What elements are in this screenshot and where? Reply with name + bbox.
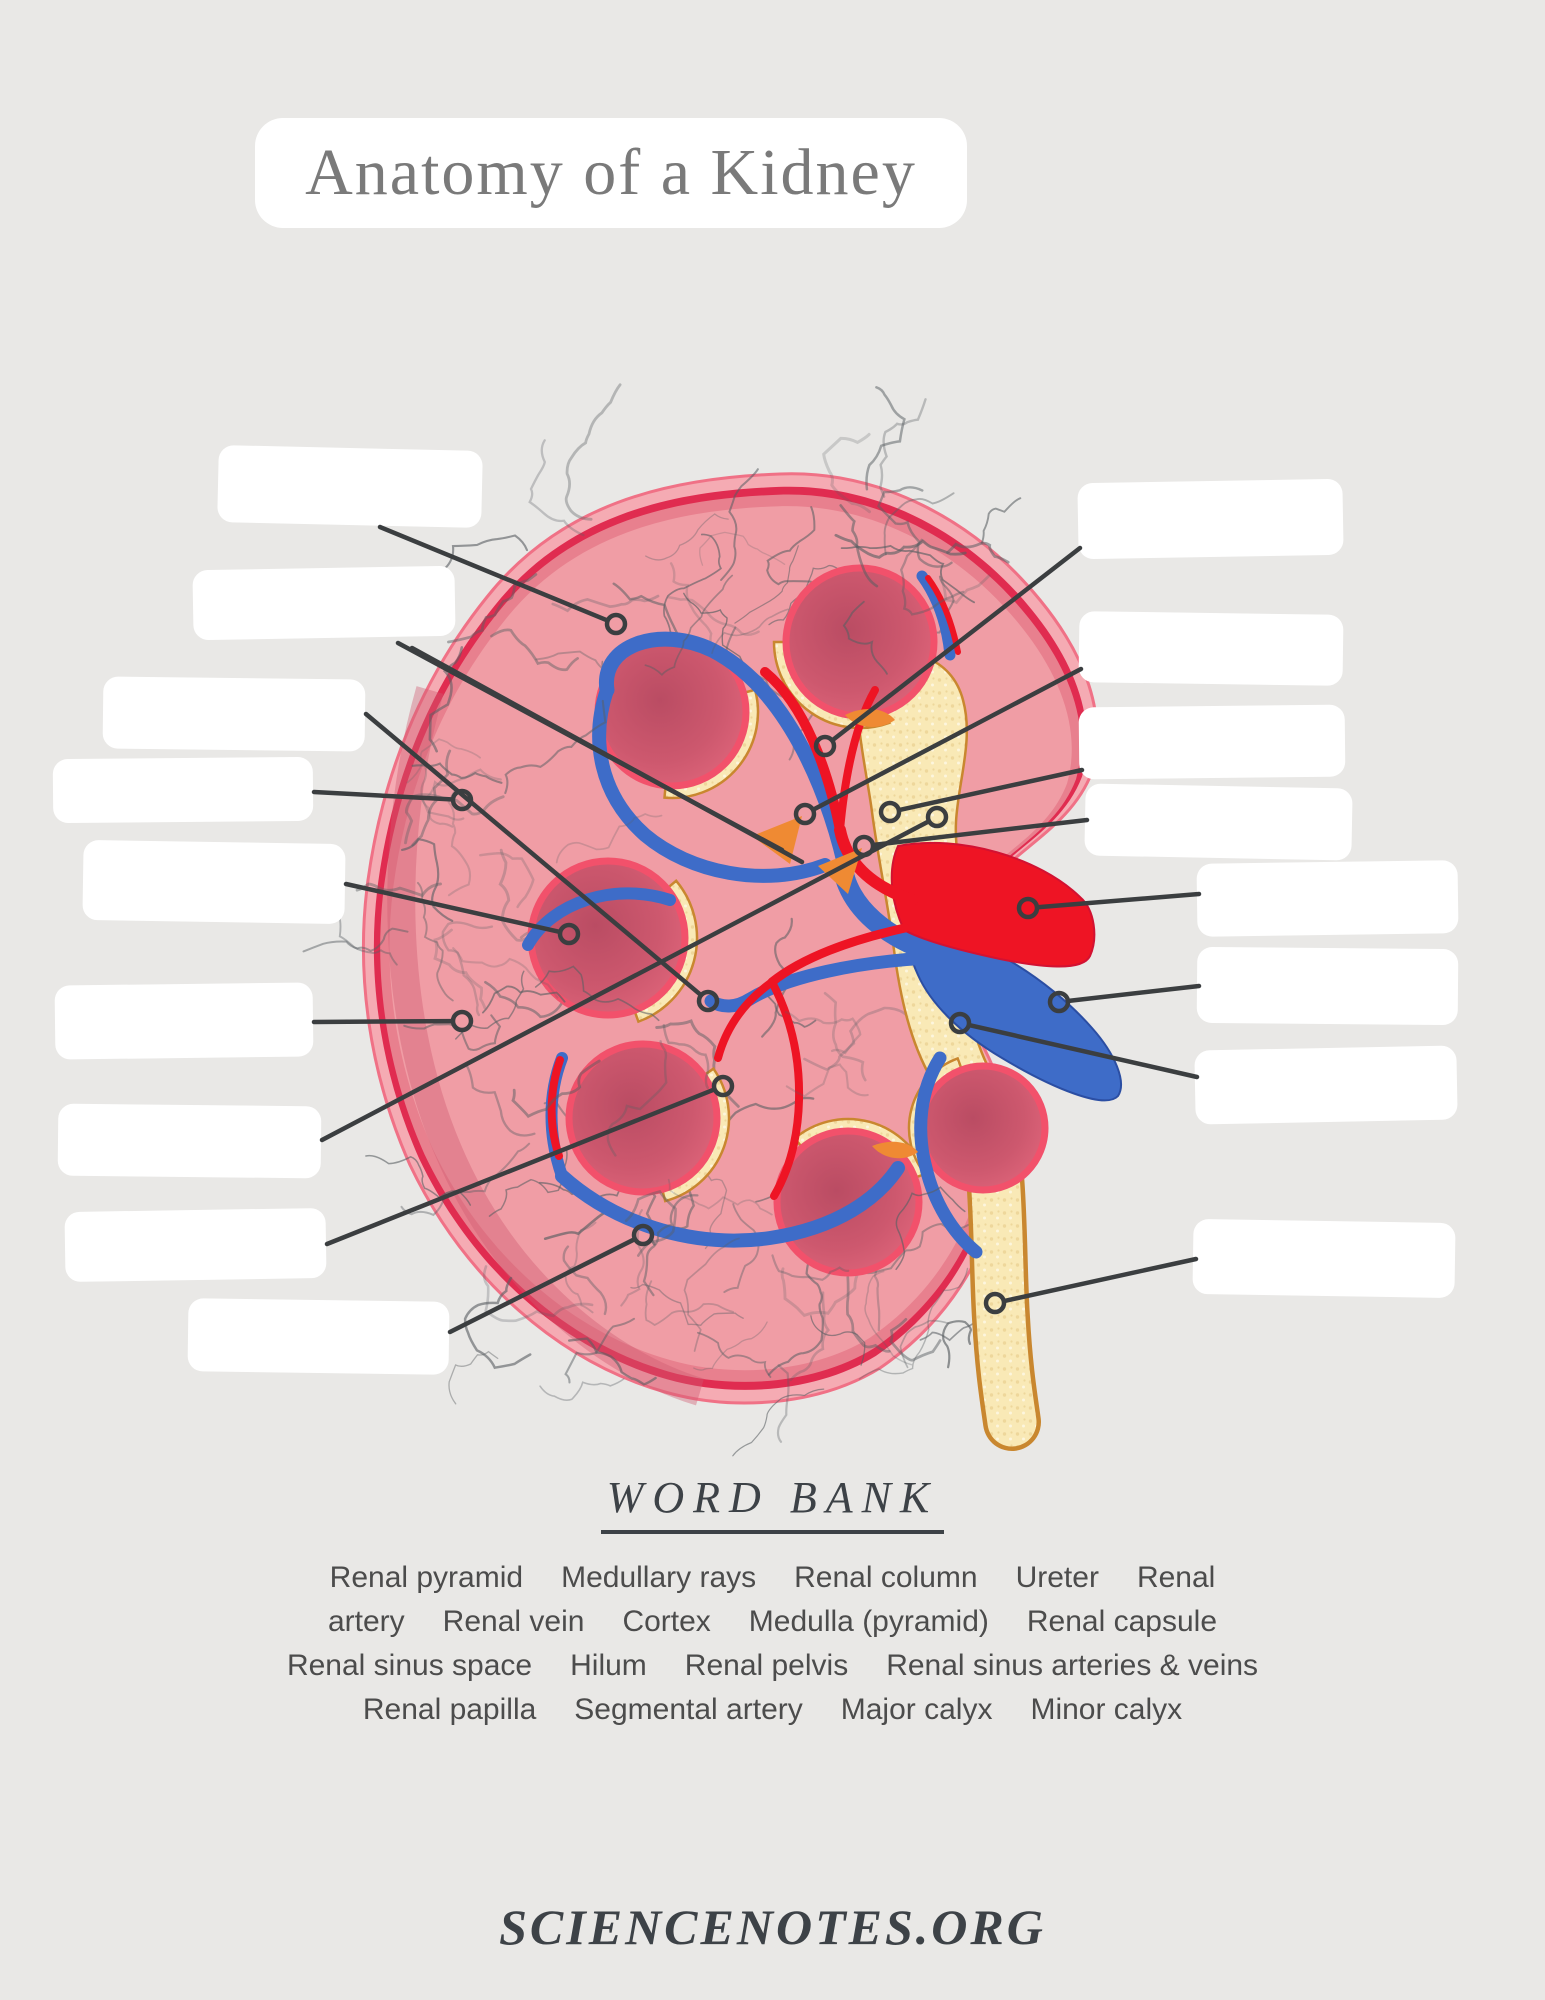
leader-line	[1006, 1259, 1196, 1301]
answer-box-right-2[interactable]	[1079, 611, 1344, 686]
word-bank-term: Renal papilla	[362, 1693, 537, 1726]
word-bank-terms	[0, 1556, 1545, 1732]
renal-pyramid	[921, 1066, 1045, 1190]
word-bank-term: Renal	[1136, 1561, 1216, 1594]
answer-box-right-7[interactable]	[1194, 1045, 1457, 1124]
word-bank-term: Minor calyx	[1030, 1693, 1183, 1726]
word-bank-line	[0, 1688, 1545, 1732]
word-bank-term: Medulla (pyramid)	[748, 1605, 989, 1638]
word-bank-term: Renal sinus space	[286, 1649, 533, 1682]
answer-box-left-6[interactable]	[55, 982, 314, 1059]
answer-box-left-7[interactable]	[58, 1104, 322, 1179]
word-bank-term: Renal capsule	[1026, 1605, 1217, 1638]
answer-box-left-5[interactable]	[82, 840, 345, 924]
word-bank-term: Hilum	[570, 1649, 647, 1682]
answer-box-right-3[interactable]	[1079, 705, 1346, 780]
answer-box-right-1[interactable]	[1077, 479, 1343, 560]
answer-box-right-5[interactable]	[1197, 860, 1459, 937]
word-bank-term: Cortex	[622, 1605, 711, 1638]
word-bank-term: Segmental artery	[574, 1693, 803, 1726]
answer-box-left-9[interactable]	[188, 1298, 450, 1375]
answer-box-right-6[interactable]	[1197, 947, 1459, 1025]
renal-pyramid	[786, 568, 934, 716]
leader-line	[314, 1021, 451, 1022]
word-bank-term: Ureter	[1015, 1561, 1099, 1594]
answer-box-left-3[interactable]	[103, 676, 366, 751]
answer-box-right-8[interactable]	[1192, 1219, 1455, 1298]
word-bank-section	[0, 1472, 1545, 1732]
answer-box-left-2[interactable]	[192, 566, 455, 641]
answer-box-left-8[interactable]	[64, 1208, 326, 1282]
word-bank-line	[0, 1556, 1545, 1600]
answer-box-left-4[interactable]	[53, 757, 314, 823]
word-bank-heading: WORD BANK	[601, 1472, 945, 1534]
word-bank-term: Renal sinus arteries & veins	[886, 1649, 1259, 1682]
word-bank-term: Renal vein	[442, 1605, 585, 1638]
page-title: Anatomy of a Kidney	[305, 136, 917, 209]
word-bank-line	[0, 1644, 1545, 1688]
leader-line	[1070, 986, 1199, 1001]
site-credit: SCIENCENOTES.ORG	[499, 1899, 1046, 1955]
word-bank-term: Medullary rays	[561, 1561, 757, 1594]
word-bank-term: Renal column	[794, 1561, 978, 1594]
answer-box-right-4[interactable]	[1084, 783, 1352, 860]
word-bank-term: Major calyx	[840, 1693, 993, 1726]
word-bank-term: Renal pyramid	[329, 1561, 524, 1594]
word-bank-term: artery	[327, 1605, 405, 1638]
answer-box-left-1[interactable]	[217, 445, 483, 528]
word-bank-term: Renal pelvis	[684, 1649, 849, 1682]
word-bank-line	[0, 1600, 1545, 1644]
